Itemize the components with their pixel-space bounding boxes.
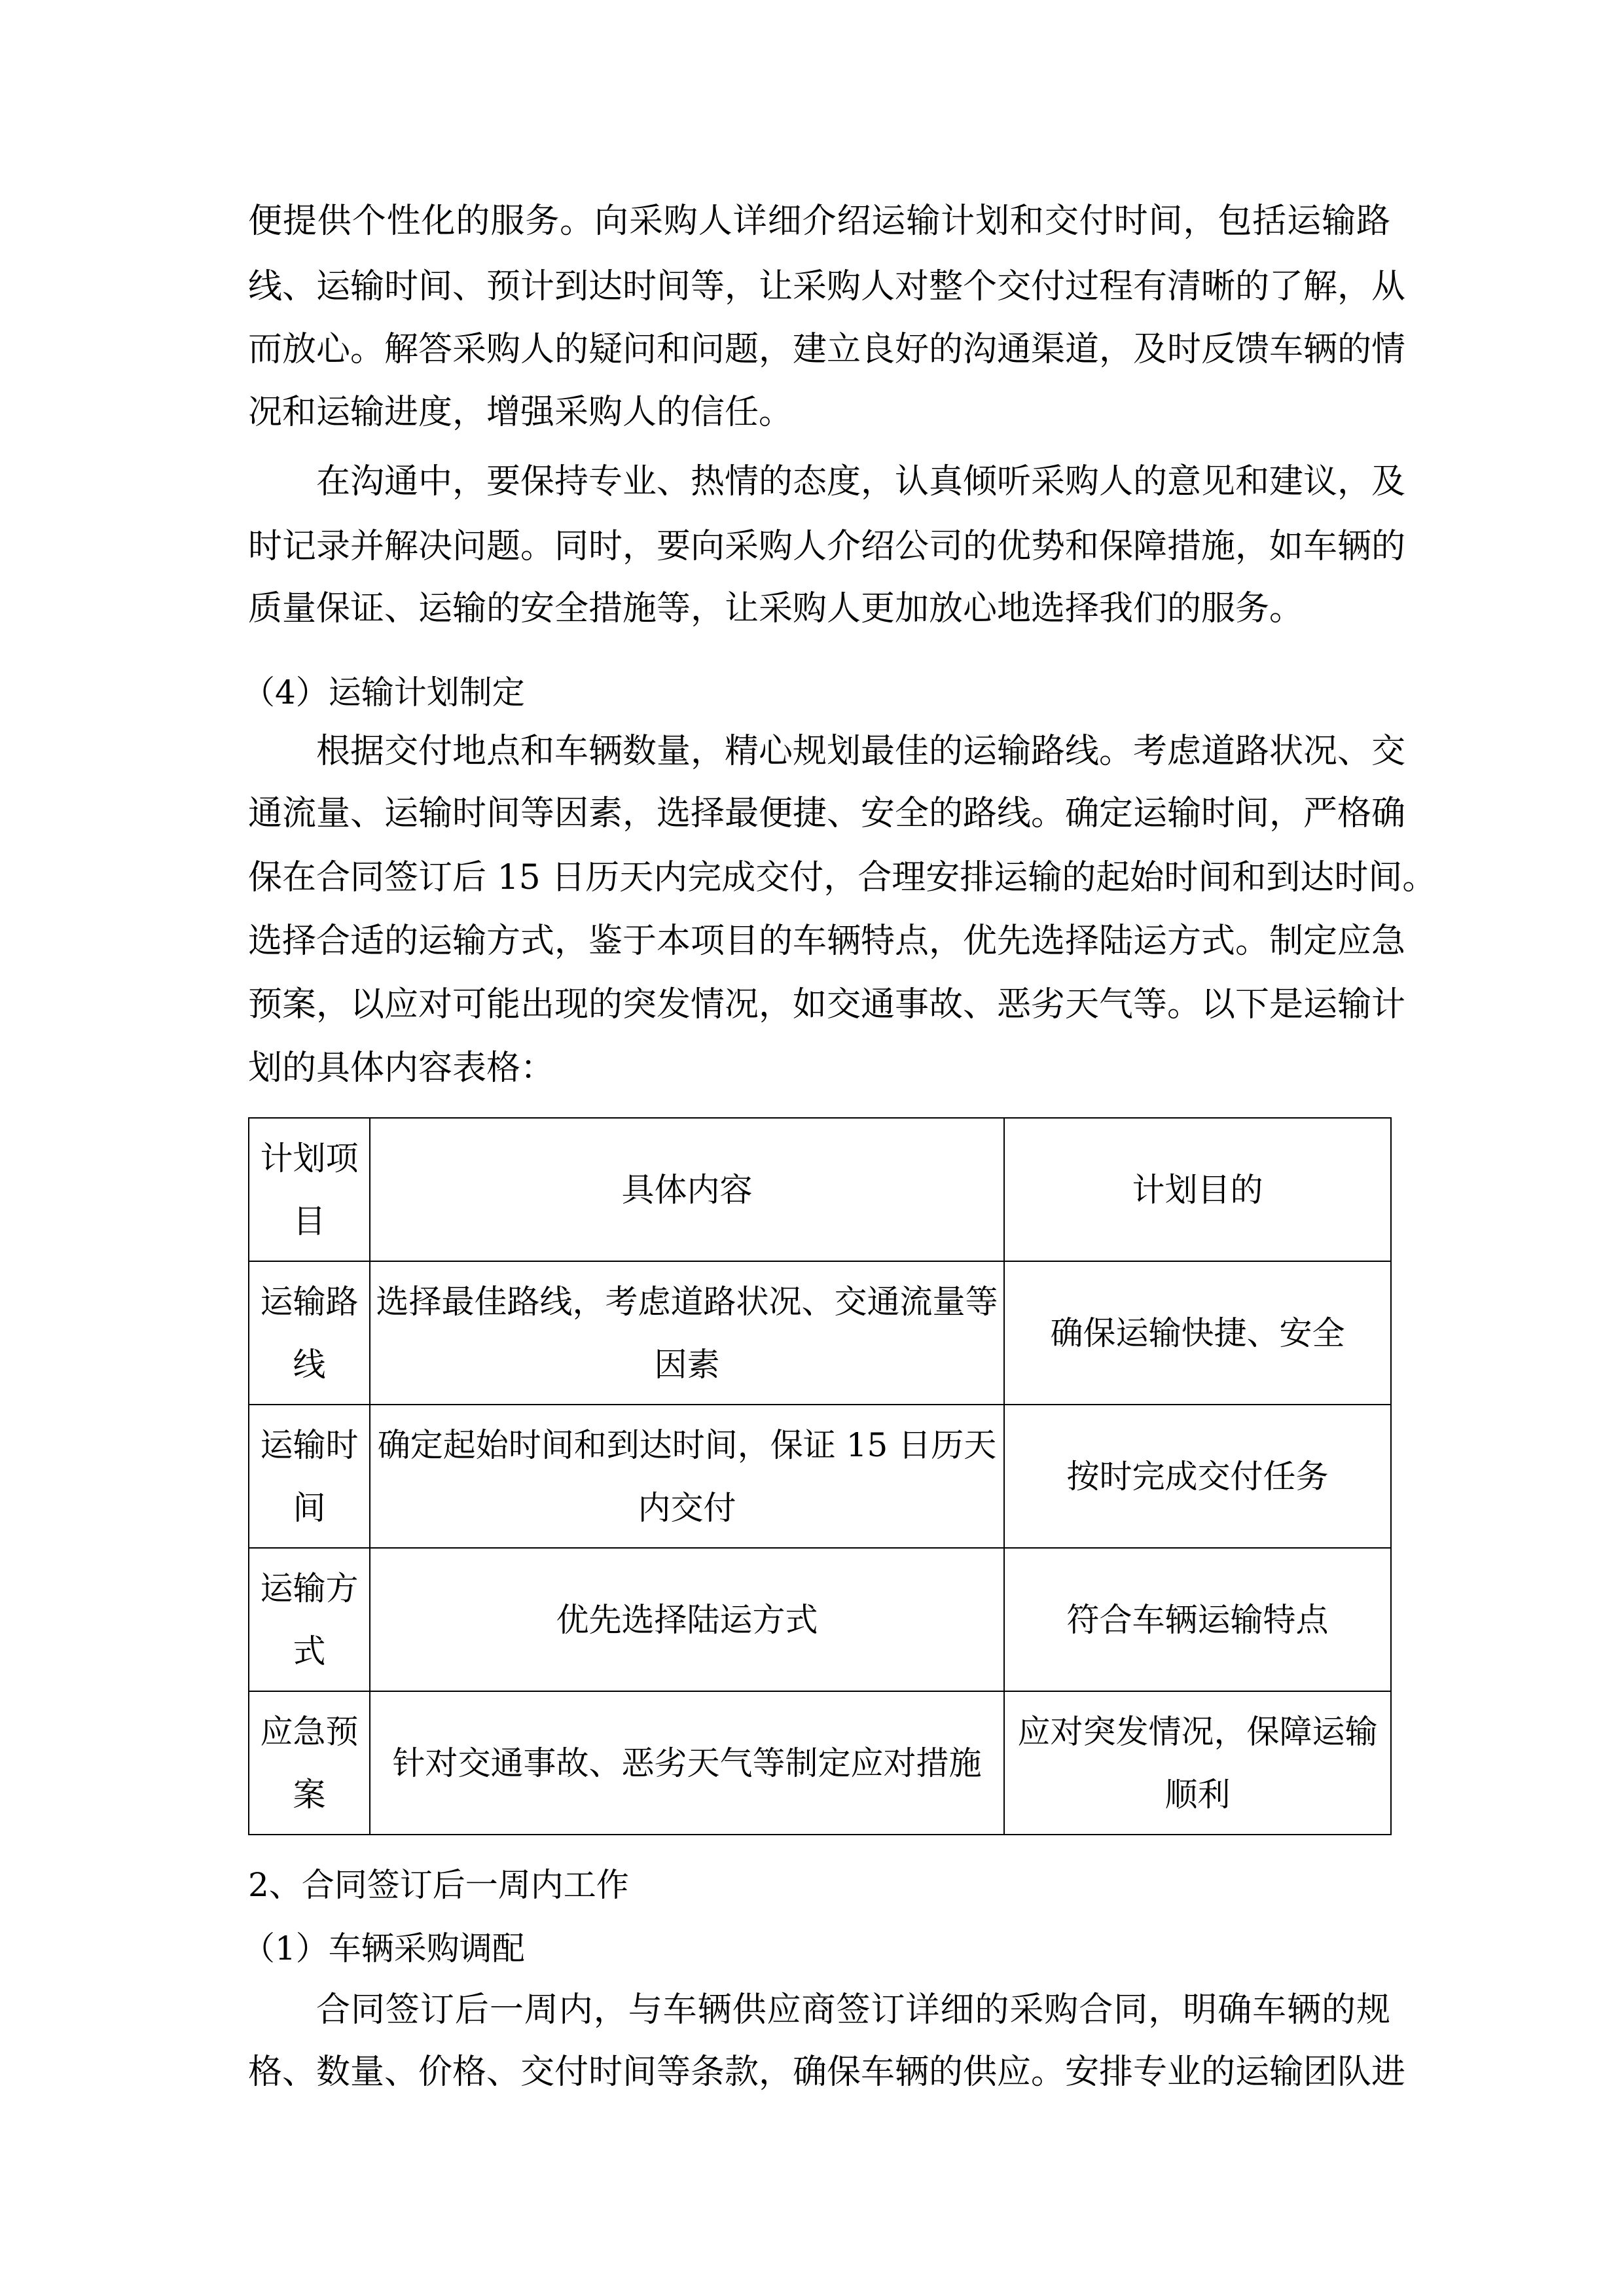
table-cell: 运输方式 — [249, 1548, 370, 1691]
table-row — [249, 1691, 1391, 1835]
text-line: 线、运输时间、预计到达时间等，让采购人对整个交付过程有清晰的了解，从 — [248, 267, 1406, 306]
text-line: 保在合同签订后 15 日历天内完成交付，合理安排运输的起始时间和到达时间。 — [248, 858, 1437, 897]
table-row — [249, 1261, 1391, 1405]
transport-plan-table — [248, 1117, 1392, 1835]
table-cell: 确保运输快捷、安全 — [1004, 1261, 1391, 1405]
header-cell: 具体内容 — [370, 1118, 1004, 1261]
text-line: 质量保证、运输的安全措施等，让采购人更加放心地选择我们的服务。 — [248, 589, 1304, 628]
text-line: 划的具体内容表格： — [248, 1049, 555, 1088]
table-header-row — [249, 1118, 1391, 1261]
header-cell: 计划项目 — [249, 1118, 370, 1261]
text-line: 选择合适的运输方式，鉴于本项目的车辆特点，优先选择陆运方式。制定应急 — [248, 922, 1406, 961]
table-cell: 确定起始时间和到达时间，保证 15 日历天内交付 — [370, 1405, 1004, 1548]
header-cell: 计划目的 — [1004, 1118, 1391, 1261]
table-cell: 应急预案 — [249, 1691, 370, 1835]
text-line: 合同签订后一周内，与车辆供应商签订详细的采购合同，明确车辆的规 — [316, 1990, 1390, 2030]
table-cell: 优先选择陆运方式 — [370, 1548, 1004, 1691]
table-row — [249, 1548, 1391, 1691]
table-cell: 运输时间 — [249, 1405, 370, 1548]
table-row — [249, 1405, 1391, 1548]
section-heading: （4）运输计划制定 — [242, 673, 525, 711]
table-cell: 符合车辆运输特点 — [1004, 1548, 1391, 1691]
table-cell: 针对交通事故、恶劣天气等制定应对措施 — [370, 1691, 1004, 1835]
text-line: 在沟通中，要保持专业、热情的态度，认真倾听采购人的意见和建议，及 — [316, 462, 1406, 501]
table-cell: 应对突发情况，保障运输顺利 — [1004, 1691, 1391, 1835]
subsection-heading: （1）车辆采购调配 — [242, 1929, 525, 1967]
text-line: 预案，以应对可能出现的突发情况，如交通事故、恶劣天气等。以下是运输计 — [248, 985, 1406, 1024]
section-heading: 2、合同签订后一周内工作 — [248, 1866, 629, 1904]
table-cell: 选择最佳路线，考虑道路状况、交通流量等因素 — [370, 1261, 1004, 1405]
text-line: 时记录并解决问题。同时，要向采购人介绍公司的优势和保障措施，如车辆的 — [248, 527, 1406, 566]
text-line: 根据交付地点和车辆数量，精心规划最佳的运输路线。考虑道路状况、交 — [316, 732, 1406, 771]
text-line: 通流量、运输时间等因素，选择最便捷、安全的路线。确定运输时间，严格确 — [248, 794, 1406, 833]
table-cell: 运输路线 — [249, 1261, 370, 1405]
text-line: 况和运输进度，增强采购人的信任。 — [248, 393, 793, 432]
text-line: 便提供个性化的服务。向采购人详细介绍运输计划和交付时间，包括运输路 — [248, 202, 1390, 241]
text-line: 而放心。解答采购人的疑问和问题，建立良好的沟通渠道，及时反馈车辆的情 — [248, 330, 1406, 369]
text-line: 格、数量、价格、交付时间等条款，确保车辆的供应。安排专业的运输团队进 — [248, 2053, 1406, 2092]
table-cell: 按时完成交付任务 — [1004, 1405, 1391, 1548]
